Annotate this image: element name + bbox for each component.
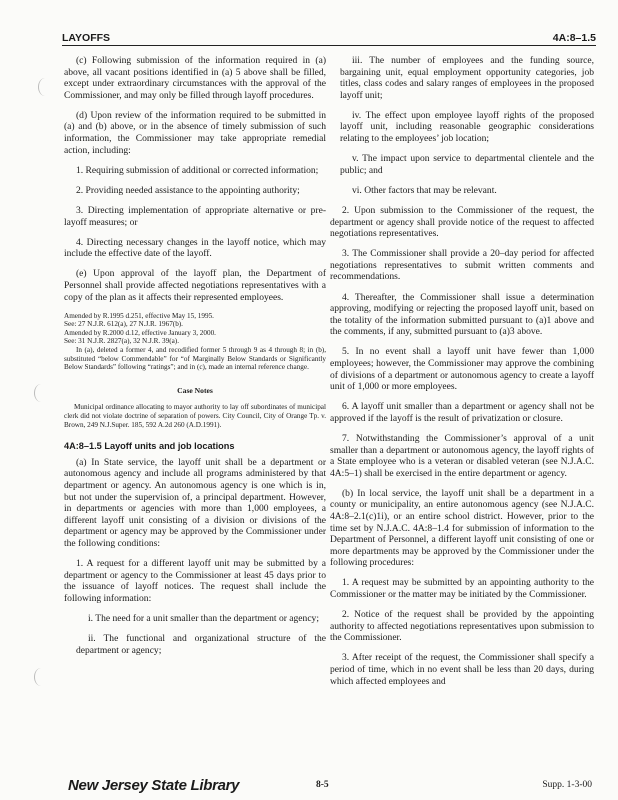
paragraph-d: (d) Upon review of the information required to be submitted in (a) and (b) above, or in the absence of timely submission of such information, the Commissioner may take appropriate remedial action, including: (64, 109, 326, 156)
left-column (64, 55, 326, 665)
item-a1-v: v. The impact upon service to departmental clientele and the public; and (340, 153, 594, 176)
item-a2: 2. Upon submission to the Commissioner of the request, the department or agency shall provide notice of the request to affected negotiations representatives. (330, 204, 594, 240)
item-a1-iv: iv. The effect upon employee layoff rights of the proposed layoff unit, including reasonable geographic considerations relating to the employees’ job location; (340, 109, 594, 145)
item-a1: 1. A request for a different layoff unit may be submitted by a department or agency to the Commissioner at least 45 days prior to the issuance of layoff notices. The request shall include the following information: (64, 557, 326, 604)
right-column (330, 55, 594, 696)
history-line: Amended by R.1995 d.251, effective May 15, 1995. (64, 311, 214, 320)
item-a1-vi: vi. Other factors that may be relevant. (352, 184, 497, 196)
paragraph-c: (c) Following submission of the information required in (a) above, all vacant positions identified in (a) 5 above shall be filled, except under extraordinary circumstances with the approval of the Commissioner, and may only be filled through layoff procedures. (64, 55, 326, 101)
header-rule (62, 45, 596, 46)
history-line: See: 31 N.J.R. 2827(a), 32 N.J.R. 39(a). (64, 337, 179, 346)
header-section-number: 4A:8–1.5 (552, 32, 596, 44)
item-d4: 4. Directing necessary changes in the layoff notice, which may include the effective date of the layoff. (64, 236, 326, 260)
item-a1-iii: iii. The number of employees and the funding source, bargaining unit, equal employment opportunity categories, job titles, class codes and salary ranges of employees in the proposed layoff unit; (340, 55, 594, 101)
item-d3: 3. Directing implementation of appropriate alternative or pre-layoff measures; or (64, 204, 326, 228)
section-heading: 4A:8–1.5 Layoff units and job locations (64, 441, 235, 452)
page-number: 8-5 (316, 780, 329, 790)
item-b1: 1. A request may be submitted by an appointing authority to the Commissioner or the matter may be initiated by the Commissioner. (330, 577, 594, 601)
item-a5: 5. In no event shall a layoff unit have fewer than 1,000 employees; however, the Commissioner may approve the combining of divisions of a department or autonomous agency to create a layoff unit of 1,000 or more employees. (330, 346, 594, 393)
item-a3: 3. The Commissioner shall provide a 20–day period for affected negotiations representatives to submit written comments and recommendations. (330, 248, 594, 283)
paragraph-a: (a) In State service, the layoff unit shall be a department or autonomous agency and include all programs administered by that department or agency. An autonomous agency is one which is in, but not under the supervision of, a principal department. However, in departments or agencies with more than 1,000 employees, a different layoff unit consisting of a division or divisions of the department or agency may be approved by the Commissioner under the following conditions: (64, 456, 326, 549)
running-header (62, 32, 596, 44)
history-line: In (a), deleted a former 4, and recodified former 5 through 9 as 4 through 8; in (b), substituted “below Commendable” for “of Marginally Below Standards or Significantly Below Standards” following “ratings”; and in (c), made an internal reference change. (64, 345, 326, 372)
paragraph-e: (e) Upon approval of the layoff plan, the Department of Personnel shall provide affected negotiations representatives with a copy of the plan as it affects their represented employees. (64, 268, 326, 303)
supplement-date: Supp. 1-3-00 (542, 780, 592, 790)
item-a7: 7. Notwithstanding the Commissioner’s approval of a unit smaller than a department or autonomous agency, the layoff rights of a State employee who is a veteran or disabled veteran (see N.J.A.C. 4A:5–1) shall be exercised in the entire department or agency. (330, 432, 594, 479)
item-b2: 2. Notice of the request shall be provided by the appointing authority to affected negotiations representatives upon submission to the Commissioner. (330, 609, 594, 644)
header-title: LAYOFFS (62, 32, 111, 44)
item-a1-i: i. The need for a unit smaller than the department or agency; (88, 612, 319, 624)
margin-mark-bottom (34, 668, 48, 686)
margin-mark-middle (34, 384, 48, 402)
item-d1: 1. Requiring submission of additional or corrected information; (76, 164, 319, 176)
case-notes-text: Municipal ordinance allocating to mayor authority to lay off subordinates of municipal clerk did not violate doctrine of separation of powers. City Council, City of Orange Tp. v. Brown, 249 N.J.Super. 185, 592 A.2d 260 (A.D.1991). (64, 403, 326, 429)
paragraph-b: (b) In local service, the layoff unit shall be a department in a county or municipality, an entire autonomous agency (see N.J.A.C. 4A:8–2.1(c)1i), or an entire school district. However, prior to the time set by N.J.A.C. 4A:8–1.4 for submission of information to the Department of Personnel, a different layoff unit consisting of one or more departments may be approved by the Commissioner under the following procedures: (330, 487, 594, 569)
case-notes-heading: Case Notes (177, 385, 213, 395)
margin-mark-top (38, 78, 52, 96)
history-notes (64, 312, 326, 372)
item-a4: 4. Thereafter, the Commissioner shall issue a determination approving, modifying or rejecting the proposed layoff unit, based on the totality of the information submitted pursuant to (a)1 above and the comments, if any, submitted pursuant to (a)3 above. (330, 291, 594, 338)
item-d2: 2. Providing needed assistance to the appointing authority; (76, 184, 300, 196)
item-a6: 6. A layoff unit smaller than a department or agency shall not be approved if the layoff is the result of privatization or closure. (330, 401, 594, 424)
history-line: Amended by R.2000 d.12, effective January 3, 2000. (64, 328, 216, 337)
item-a1-ii: ii. The functional and organizational structure of the department or agency; (76, 632, 326, 656)
history-line: See: 27 N.J.R. 612(a), 27 N.J.R. 1967(b). (64, 320, 183, 329)
library-stamp: New Jersey State Library (68, 777, 240, 794)
item-b3: 3. After receipt of the request, the Commissioner shall specify a period of time, which in no event shall be less than 20 days, during which affected employees and (330, 652, 594, 687)
